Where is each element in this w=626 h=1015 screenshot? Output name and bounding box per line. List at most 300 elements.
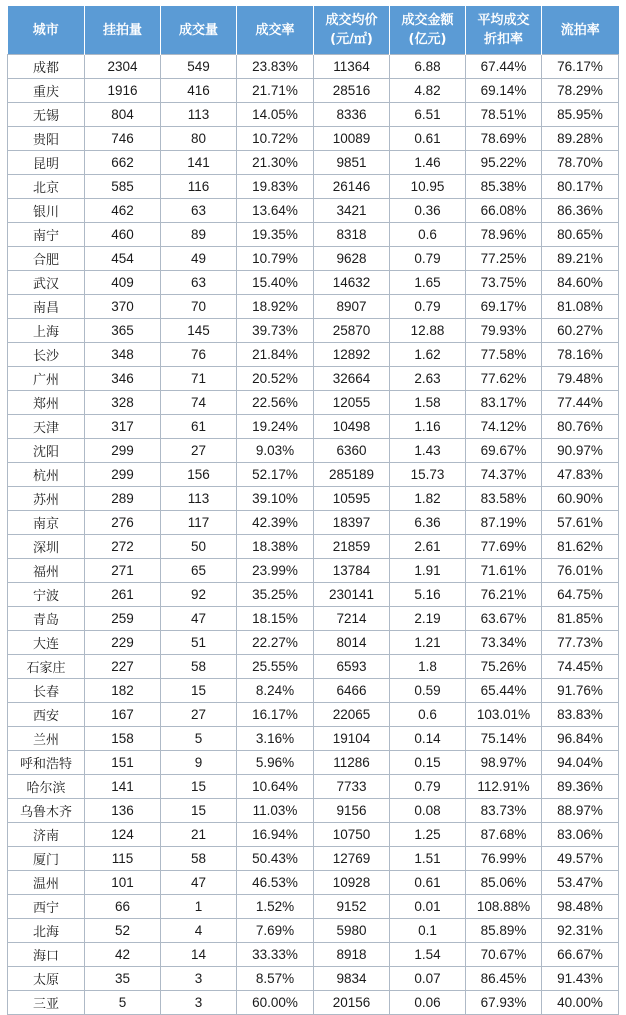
cell-deal-amount: 5.16 — [390, 583, 466, 607]
header-deal-amount-line: (亿元) — [408, 32, 447, 47]
cell-failed-rate: 80.76% — [542, 415, 619, 439]
cell-deal-count: 92 — [161, 583, 237, 607]
cell-city: 广州 — [8, 367, 85, 391]
cell-failed-rate: 78.29% — [542, 79, 619, 103]
table-row — [8, 79, 619, 103]
cell-city: 温州 — [8, 871, 85, 895]
cell-avg-price: 8336 — [314, 103, 390, 127]
cell-avg-price: 7733 — [314, 775, 390, 799]
cell-failed-rate: 80.17% — [542, 175, 619, 199]
cell-avg-price: 11286 — [314, 751, 390, 775]
cell-failed-rate: 98.48% — [542, 895, 619, 919]
cell-deal-amount: 0.59 — [390, 679, 466, 703]
cell-deal-count: 58 — [161, 847, 237, 871]
cell-avg-price: 10928 — [314, 871, 390, 895]
table-row — [8, 847, 619, 871]
cell-deal-amount: 1.51 — [390, 847, 466, 871]
cell-deal-amount: 0.79 — [390, 295, 466, 319]
cell-deal-count: 47 — [161, 871, 237, 895]
cell-deal-rate: 19.83% — [237, 175, 314, 199]
cell-listed-count: 585 — [85, 175, 161, 199]
cell-listed-count: 746 — [85, 127, 161, 151]
cell-avg-discount-rate: 78.96% — [466, 223, 542, 247]
cell-deal-count: 27 — [161, 439, 237, 463]
cell-deal-rate: 8.24% — [237, 679, 314, 703]
cell-deal-count: 21 — [161, 823, 237, 847]
cell-deal-count: 145 — [161, 319, 237, 343]
header-avg-discount-rate-line: 折扣率 — [483, 32, 523, 47]
cell-deal-count: 15 — [161, 799, 237, 823]
cell-avg-price: 28516 — [314, 79, 390, 103]
cell-deal-rate: 21.84% — [237, 343, 314, 367]
cell-listed-count: 272 — [85, 535, 161, 559]
cell-city: 苏州 — [8, 487, 85, 511]
cell-city: 长春 — [8, 679, 85, 703]
cell-deal-count: 116 — [161, 175, 237, 199]
cell-listed-count: 662 — [85, 151, 161, 175]
table-row — [8, 151, 619, 175]
cell-failed-rate: 89.28% — [542, 127, 619, 151]
cell-deal-amount: 0.1 — [390, 919, 466, 943]
cell-avg-discount-rate: 78.51% — [466, 103, 542, 127]
cell-deal-amount: 1.62 — [390, 343, 466, 367]
cell-deal-count: 113 — [161, 487, 237, 511]
cell-listed-count: 42 — [85, 943, 161, 967]
header-avg-discount-rate — [466, 6, 542, 55]
cell-deal-amount: 12.88 — [390, 319, 466, 343]
cell-deal-amount: 1.25 — [390, 823, 466, 847]
cell-deal-rate: 42.39% — [237, 511, 314, 535]
table-row — [8, 463, 619, 487]
cell-city: 福州 — [8, 559, 85, 583]
cell-listed-count: 348 — [85, 343, 161, 367]
cell-avg-discount-rate: 66.08% — [466, 199, 542, 223]
cell-failed-rate: 91.43% — [542, 967, 619, 991]
header-city-line: 城市 — [32, 22, 59, 38]
cell-deal-rate: 13.64% — [237, 199, 314, 223]
cell-deal-count: 63 — [161, 199, 237, 223]
cell-listed-count: 1916 — [85, 79, 161, 103]
cell-city: 乌鲁木齐 — [8, 799, 85, 823]
table-row — [8, 439, 619, 463]
table-row — [8, 727, 619, 751]
cell-failed-rate: 86.36% — [542, 199, 619, 223]
table-row — [8, 175, 619, 199]
cell-avg-price: 6360 — [314, 439, 390, 463]
cell-listed-count: 365 — [85, 319, 161, 343]
cell-city: 三亚 — [8, 991, 85, 1015]
cell-avg-price: 9156 — [314, 799, 390, 823]
cell-city: 上海 — [8, 319, 85, 343]
cell-listed-count: 151 — [85, 751, 161, 775]
cell-listed-count: 276 — [85, 511, 161, 535]
cell-deal-count: 61 — [161, 415, 237, 439]
header-city — [8, 6, 85, 55]
cell-city: 大连 — [8, 631, 85, 655]
table-row — [8, 223, 619, 247]
cell-listed-count: 259 — [85, 607, 161, 631]
cell-failed-rate: 85.95% — [542, 103, 619, 127]
table-row — [8, 583, 619, 607]
cell-deal-amount: 1.46 — [390, 151, 466, 175]
cell-avg-discount-rate: 74.37% — [466, 463, 542, 487]
cell-city: 南京 — [8, 511, 85, 535]
table-row — [8, 103, 619, 127]
cell-failed-rate: 57.61% — [542, 511, 619, 535]
cell-city: 宁波 — [8, 583, 85, 607]
table-row — [8, 871, 619, 895]
cell-avg-price: 14632 — [314, 271, 390, 295]
cell-failed-rate: 81.62% — [542, 535, 619, 559]
cell-listed-count: 462 — [85, 199, 161, 223]
cell-deal-rate: 21.30% — [237, 151, 314, 175]
cell-deal-count: 3 — [161, 967, 237, 991]
cell-city: 北海 — [8, 919, 85, 943]
cell-avg-price: 12769 — [314, 847, 390, 871]
cell-deal-amount: 2.61 — [390, 535, 466, 559]
cell-failed-rate: 81.85% — [542, 607, 619, 631]
cell-deal-rate: 10.64% — [237, 775, 314, 799]
table-row — [8, 655, 619, 679]
table-row — [8, 55, 619, 79]
cell-avg-price: 10750 — [314, 823, 390, 847]
cell-avg-discount-rate: 75.14% — [466, 727, 542, 751]
cell-listed-count: 804 — [85, 103, 161, 127]
cell-city: 天津 — [8, 415, 85, 439]
table-row — [8, 199, 619, 223]
cell-listed-count: 35 — [85, 967, 161, 991]
header-deal-rate-line: 成交率 — [255, 22, 295, 38]
table-row — [8, 343, 619, 367]
cell-avg-discount-rate: 108.88% — [466, 895, 542, 919]
cell-deal-count: 3 — [161, 991, 237, 1015]
cell-avg-discount-rate: 87.68% — [466, 823, 542, 847]
cell-deal-rate: 25.55% — [237, 655, 314, 679]
cell-deal-amount: 0.61 — [390, 127, 466, 151]
cell-avg-price: 25870 — [314, 319, 390, 343]
cell-failed-rate: 89.36% — [542, 775, 619, 799]
cell-deal-count: 9 — [161, 751, 237, 775]
header-deal-amount-line: 成交金额 — [401, 13, 454, 28]
cell-listed-count: 5 — [85, 991, 161, 1015]
cell-deal-rate: 22.56% — [237, 391, 314, 415]
cell-listed-count: 409 — [85, 271, 161, 295]
table-row — [8, 943, 619, 967]
cell-deal-amount: 1.91 — [390, 559, 466, 583]
cell-failed-rate: 92.31% — [542, 919, 619, 943]
cell-failed-rate: 83.83% — [542, 703, 619, 727]
cell-deal-rate: 23.99% — [237, 559, 314, 583]
cell-city: 长沙 — [8, 343, 85, 367]
cell-deal-amount: 6.51 — [390, 103, 466, 127]
cell-deal-rate: 60.00% — [237, 991, 314, 1015]
table-row — [8, 751, 619, 775]
cell-listed-count: 289 — [85, 487, 161, 511]
cell-deal-count: 80 — [161, 127, 237, 151]
table-row — [8, 679, 619, 703]
cell-avg-price: 11364 — [314, 55, 390, 79]
cell-listed-count: 460 — [85, 223, 161, 247]
cell-listed-count: 317 — [85, 415, 161, 439]
cell-avg-price: 9851 — [314, 151, 390, 175]
table-row — [8, 895, 619, 919]
cell-deal-count: 113 — [161, 103, 237, 127]
cell-city: 石家庄 — [8, 655, 85, 679]
cell-failed-rate: 83.06% — [542, 823, 619, 847]
cell-failed-rate: 90.97% — [542, 439, 619, 463]
cell-deal-count: 141 — [161, 151, 237, 175]
table-row — [8, 391, 619, 415]
table-row — [8, 535, 619, 559]
cell-deal-amount: 0.06 — [390, 991, 466, 1015]
cell-city: 太原 — [8, 967, 85, 991]
cell-deal-count: 15 — [161, 775, 237, 799]
header-deal-count-line: 成交量 — [178, 22, 218, 38]
cell-city: 哈尔滨 — [8, 775, 85, 799]
cell-deal-rate: 16.94% — [237, 823, 314, 847]
cell-avg-price: 22065 — [314, 703, 390, 727]
cell-listed-count: 52 — [85, 919, 161, 943]
cell-deal-rate: 8.57% — [237, 967, 314, 991]
cell-deal-count: 4 — [161, 919, 237, 943]
cell-deal-count: 50 — [161, 535, 237, 559]
table-row — [8, 775, 619, 799]
cell-deal-count: 156 — [161, 463, 237, 487]
cell-failed-rate: 77.44% — [542, 391, 619, 415]
header-avg-discount-rate-line: 平均成交 — [477, 13, 530, 28]
cell-failed-rate: 94.04% — [542, 751, 619, 775]
cell-failed-rate: 78.70% — [542, 151, 619, 175]
cell-deal-amount: 1.54 — [390, 943, 466, 967]
cell-deal-amount: 1.43 — [390, 439, 466, 463]
table-row — [8, 607, 619, 631]
cell-avg-discount-rate: 95.22% — [466, 151, 542, 175]
cell-avg-discount-rate: 70.67% — [466, 943, 542, 967]
header-listed-count-line: 挂拍量 — [102, 22, 142, 38]
table-row — [8, 319, 619, 343]
cell-deal-rate: 3.16% — [237, 727, 314, 751]
cell-avg-price: 6593 — [314, 655, 390, 679]
cell-avg-price: 7214 — [314, 607, 390, 631]
table-row — [8, 919, 619, 943]
table-row — [8, 823, 619, 847]
cell-deal-amount: 0.14 — [390, 727, 466, 751]
cell-deal-rate: 39.10% — [237, 487, 314, 511]
cell-deal-amount: 0.36 — [390, 199, 466, 223]
table-row — [8, 991, 619, 1015]
cell-deal-count: 27 — [161, 703, 237, 727]
cell-avg-discount-rate: 85.89% — [466, 919, 542, 943]
cell-deal-rate: 20.52% — [237, 367, 314, 391]
cell-deal-amount: 6.88 — [390, 55, 466, 79]
cell-deal-rate: 18.15% — [237, 607, 314, 631]
cell-avg-discount-rate: 78.69% — [466, 127, 542, 151]
cell-deal-amount: 1.82 — [390, 487, 466, 511]
header-failed-rate-line: 流拍率 — [560, 22, 600, 38]
cell-failed-rate: 88.97% — [542, 799, 619, 823]
cell-avg-discount-rate: 67.44% — [466, 55, 542, 79]
cell-avg-discount-rate: 71.61% — [466, 559, 542, 583]
cell-avg-discount-rate: 73.75% — [466, 271, 542, 295]
cell-avg-discount-rate: 69.67% — [466, 439, 542, 463]
cell-deal-rate: 16.17% — [237, 703, 314, 727]
cell-deal-count: 71 — [161, 367, 237, 391]
cell-failed-rate: 60.90% — [542, 487, 619, 511]
cell-avg-discount-rate: 75.26% — [466, 655, 542, 679]
cell-city: 海口 — [8, 943, 85, 967]
cell-failed-rate: 81.08% — [542, 295, 619, 319]
cell-failed-rate: 89.21% — [542, 247, 619, 271]
header-listed-count — [85, 6, 161, 55]
cell-deal-rate: 19.24% — [237, 415, 314, 439]
cell-deal-rate: 5.96% — [237, 751, 314, 775]
cell-deal-amount: 1.16 — [390, 415, 466, 439]
cell-avg-price: 8014 — [314, 631, 390, 655]
cell-deal-rate: 11.03% — [237, 799, 314, 823]
cell-city: 西安 — [8, 703, 85, 727]
cell-city: 南宁 — [8, 223, 85, 247]
cell-deal-count: 89 — [161, 223, 237, 247]
cell-city: 无锡 — [8, 103, 85, 127]
cell-listed-count: 167 — [85, 703, 161, 727]
cell-failed-rate: 40.00% — [542, 991, 619, 1015]
cell-avg-price: 6466 — [314, 679, 390, 703]
cell-avg-discount-rate: 86.45% — [466, 967, 542, 991]
cell-avg-price: 230141 — [314, 583, 390, 607]
cell-deal-count: 76 — [161, 343, 237, 367]
cell-deal-amount: 1.21 — [390, 631, 466, 655]
cell-avg-price: 8318 — [314, 223, 390, 247]
cell-listed-count: 2304 — [85, 55, 161, 79]
cell-listed-count: 299 — [85, 439, 161, 463]
cell-avg-price: 9628 — [314, 247, 390, 271]
cell-deal-count: 1 — [161, 895, 237, 919]
cell-deal-count: 51 — [161, 631, 237, 655]
cell-deal-amount: 6.36 — [390, 511, 466, 535]
cell-avg-price: 20156 — [314, 991, 390, 1015]
cell-avg-discount-rate: 69.17% — [466, 295, 542, 319]
cell-city: 贵阳 — [8, 127, 85, 151]
table-row — [8, 367, 619, 391]
cell-failed-rate: 60.27% — [542, 319, 619, 343]
cell-avg-price: 10089 — [314, 127, 390, 151]
cell-deal-amount: 15.73 — [390, 463, 466, 487]
cell-deal-rate: 52.17% — [237, 463, 314, 487]
cell-avg-price: 12055 — [314, 391, 390, 415]
cell-deal-rate: 14.05% — [237, 103, 314, 127]
cell-deal-amount: 0.61 — [390, 871, 466, 895]
cell-avg-discount-rate: 77.62% — [466, 367, 542, 391]
cell-avg-discount-rate: 76.99% — [466, 847, 542, 871]
cell-avg-discount-rate: 83.73% — [466, 799, 542, 823]
cell-deal-count: 117 — [161, 511, 237, 535]
table-header-row — [8, 6, 619, 55]
cell-avg-discount-rate: 87.19% — [466, 511, 542, 535]
cell-avg-price: 18397 — [314, 511, 390, 535]
cell-deal-count: 49 — [161, 247, 237, 271]
cell-deal-amount: 10.95 — [390, 175, 466, 199]
cell-avg-discount-rate: 85.06% — [466, 871, 542, 895]
cell-avg-discount-rate: 67.93% — [466, 991, 542, 1015]
cell-deal-count: 14 — [161, 943, 237, 967]
table-row — [8, 799, 619, 823]
table-container — [7, 6, 619, 1015]
cell-failed-rate: 91.76% — [542, 679, 619, 703]
cell-deal-rate: 22.27% — [237, 631, 314, 655]
table-row — [8, 271, 619, 295]
cell-avg-price: 10498 — [314, 415, 390, 439]
cell-deal-count: 58 — [161, 655, 237, 679]
cell-city: 厦门 — [8, 847, 85, 871]
cell-deal-amount: 4.82 — [390, 79, 466, 103]
cell-failed-rate: 64.75% — [542, 583, 619, 607]
cell-deal-rate: 33.33% — [237, 943, 314, 967]
cell-deal-rate: 35.25% — [237, 583, 314, 607]
cell-deal-count: 549 — [161, 55, 237, 79]
cell-avg-discount-rate: 73.34% — [466, 631, 542, 655]
cell-city: 郑州 — [8, 391, 85, 415]
cell-failed-rate: 76.01% — [542, 559, 619, 583]
header-failed-rate — [542, 6, 619, 55]
cell-city: 昆明 — [8, 151, 85, 175]
cell-listed-count: 141 — [85, 775, 161, 799]
cell-city: 北京 — [8, 175, 85, 199]
cell-deal-count: 5 — [161, 727, 237, 751]
cell-deal-rate: 46.53% — [237, 871, 314, 895]
cell-deal-rate: 18.38% — [237, 535, 314, 559]
cell-avg-discount-rate: 63.67% — [466, 607, 542, 631]
cell-deal-rate: 10.72% — [237, 127, 314, 151]
cell-deal-count: 63 — [161, 271, 237, 295]
cell-avg-price: 12892 — [314, 343, 390, 367]
cell-deal-count: 70 — [161, 295, 237, 319]
cell-deal-amount: 0.79 — [390, 247, 466, 271]
cell-deal-amount: 0.15 — [390, 751, 466, 775]
cell-avg-discount-rate: 112.91% — [466, 775, 542, 799]
table-row — [8, 247, 619, 271]
cell-deal-rate: 15.40% — [237, 271, 314, 295]
table-row — [8, 487, 619, 511]
cell-avg-price: 19104 — [314, 727, 390, 751]
cell-failed-rate: 78.16% — [542, 343, 619, 367]
cell-avg-price: 8918 — [314, 943, 390, 967]
cell-deal-rate: 21.71% — [237, 79, 314, 103]
table-row — [8, 631, 619, 655]
cell-listed-count: 227 — [85, 655, 161, 679]
cell-avg-price: 9152 — [314, 895, 390, 919]
cell-failed-rate: 80.65% — [542, 223, 619, 247]
header-avg-price — [314, 6, 390, 55]
cell-deal-amount: 1.65 — [390, 271, 466, 295]
cell-city: 西宁 — [8, 895, 85, 919]
cell-failed-rate: 76.17% — [542, 55, 619, 79]
cell-listed-count: 346 — [85, 367, 161, 391]
cell-avg-discount-rate: 83.58% — [466, 487, 542, 511]
cell-city: 银川 — [8, 199, 85, 223]
cell-deal-rate: 39.73% — [237, 319, 314, 343]
cell-deal-count: 74 — [161, 391, 237, 415]
cell-deal-amount: 1.8 — [390, 655, 466, 679]
table-row — [8, 967, 619, 991]
cell-city: 武汉 — [8, 271, 85, 295]
cell-listed-count: 454 — [85, 247, 161, 271]
cell-deal-rate: 9.03% — [237, 439, 314, 463]
cell-failed-rate: 77.73% — [542, 631, 619, 655]
table-row — [8, 295, 619, 319]
table-body — [8, 55, 619, 1015]
cell-avg-discount-rate: 85.38% — [466, 175, 542, 199]
cell-deal-rate: 7.69% — [237, 919, 314, 943]
